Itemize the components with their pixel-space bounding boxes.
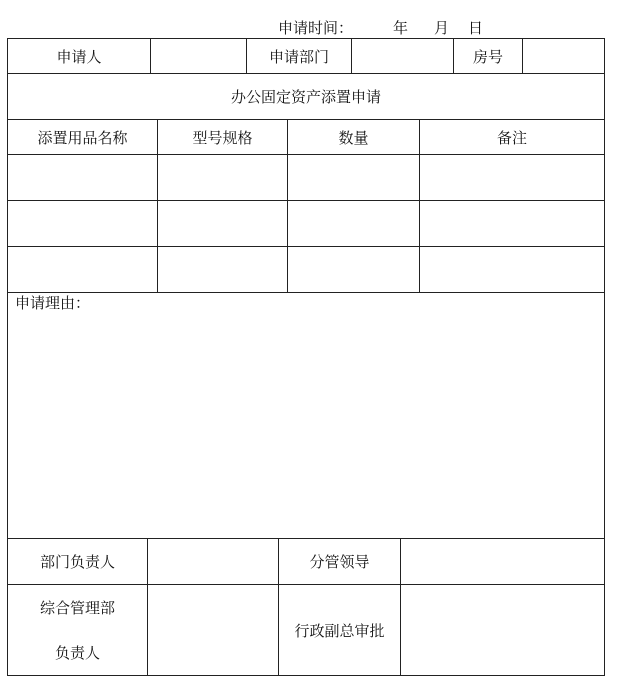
item-name-cell[interactable] — [8, 201, 157, 246]
day-label: 日 — [468, 19, 484, 37]
column-header-remarks: 备注 — [496, 128, 527, 147]
year-label: 年 — [393, 19, 409, 37]
remarks-cell[interactable] — [420, 201, 604, 246]
item-name-cell[interactable] — [8, 247, 157, 292]
vp-approval-field[interactable] — [401, 585, 604, 675]
model-spec-cell[interactable] — [158, 201, 287, 246]
department-field[interactable] — [352, 39, 453, 73]
room-field[interactable] — [523, 39, 604, 73]
form-title: 办公固定资产添置申请 — [230, 88, 381, 106]
admin-head-label-line2: 负责人 — [54, 643, 100, 662]
item-name-cell[interactable] — [8, 155, 157, 200]
table-row — [8, 247, 604, 292]
border-right — [604, 38, 605, 676]
remarks-cell[interactable] — [420, 155, 604, 200]
department-label: 申请部门 — [268, 47, 329, 66]
table-row — [8, 155, 604, 200]
reason-field[interactable] — [15, 318, 599, 532]
admin-head-label-line1: 综合管理部 — [39, 598, 115, 617]
quantity-cell[interactable] — [288, 201, 419, 246]
vp-approval-label: 行政副总审批 — [294, 621, 385, 640]
model-spec-cell[interactable] — [158, 247, 287, 292]
row-line — [7, 292, 605, 293]
room-label: 房号 — [472, 47, 503, 66]
applicant-field[interactable] — [151, 39, 246, 73]
month-label: 月 — [434, 19, 450, 37]
column-header-item-name: 添置用品名称 — [37, 128, 128, 147]
reason-label: 申请理由： — [15, 294, 91, 312]
date-label: 申请时间： — [278, 19, 354, 37]
column-header-quantity: 数量 — [338, 128, 369, 147]
table-row — [8, 201, 604, 246]
dept-head-field[interactable] — [148, 539, 278, 584]
supervisor-field[interactable] — [401, 539, 604, 584]
border-bottom — [7, 675, 605, 676]
column-header-model-spec: 型号规格 — [192, 128, 253, 147]
model-spec-cell[interactable] — [158, 155, 287, 200]
quantity-cell[interactable] — [288, 247, 419, 292]
quantity-cell[interactable] — [288, 155, 419, 200]
admin-head-field[interactable] — [148, 585, 278, 675]
remarks-cell[interactable] — [420, 247, 604, 292]
dept-head-label: 部门负责人 — [39, 553, 115, 571]
supervisor-label: 分管领导 — [309, 553, 370, 571]
applicant-label: 申请人 — [56, 47, 102, 66]
